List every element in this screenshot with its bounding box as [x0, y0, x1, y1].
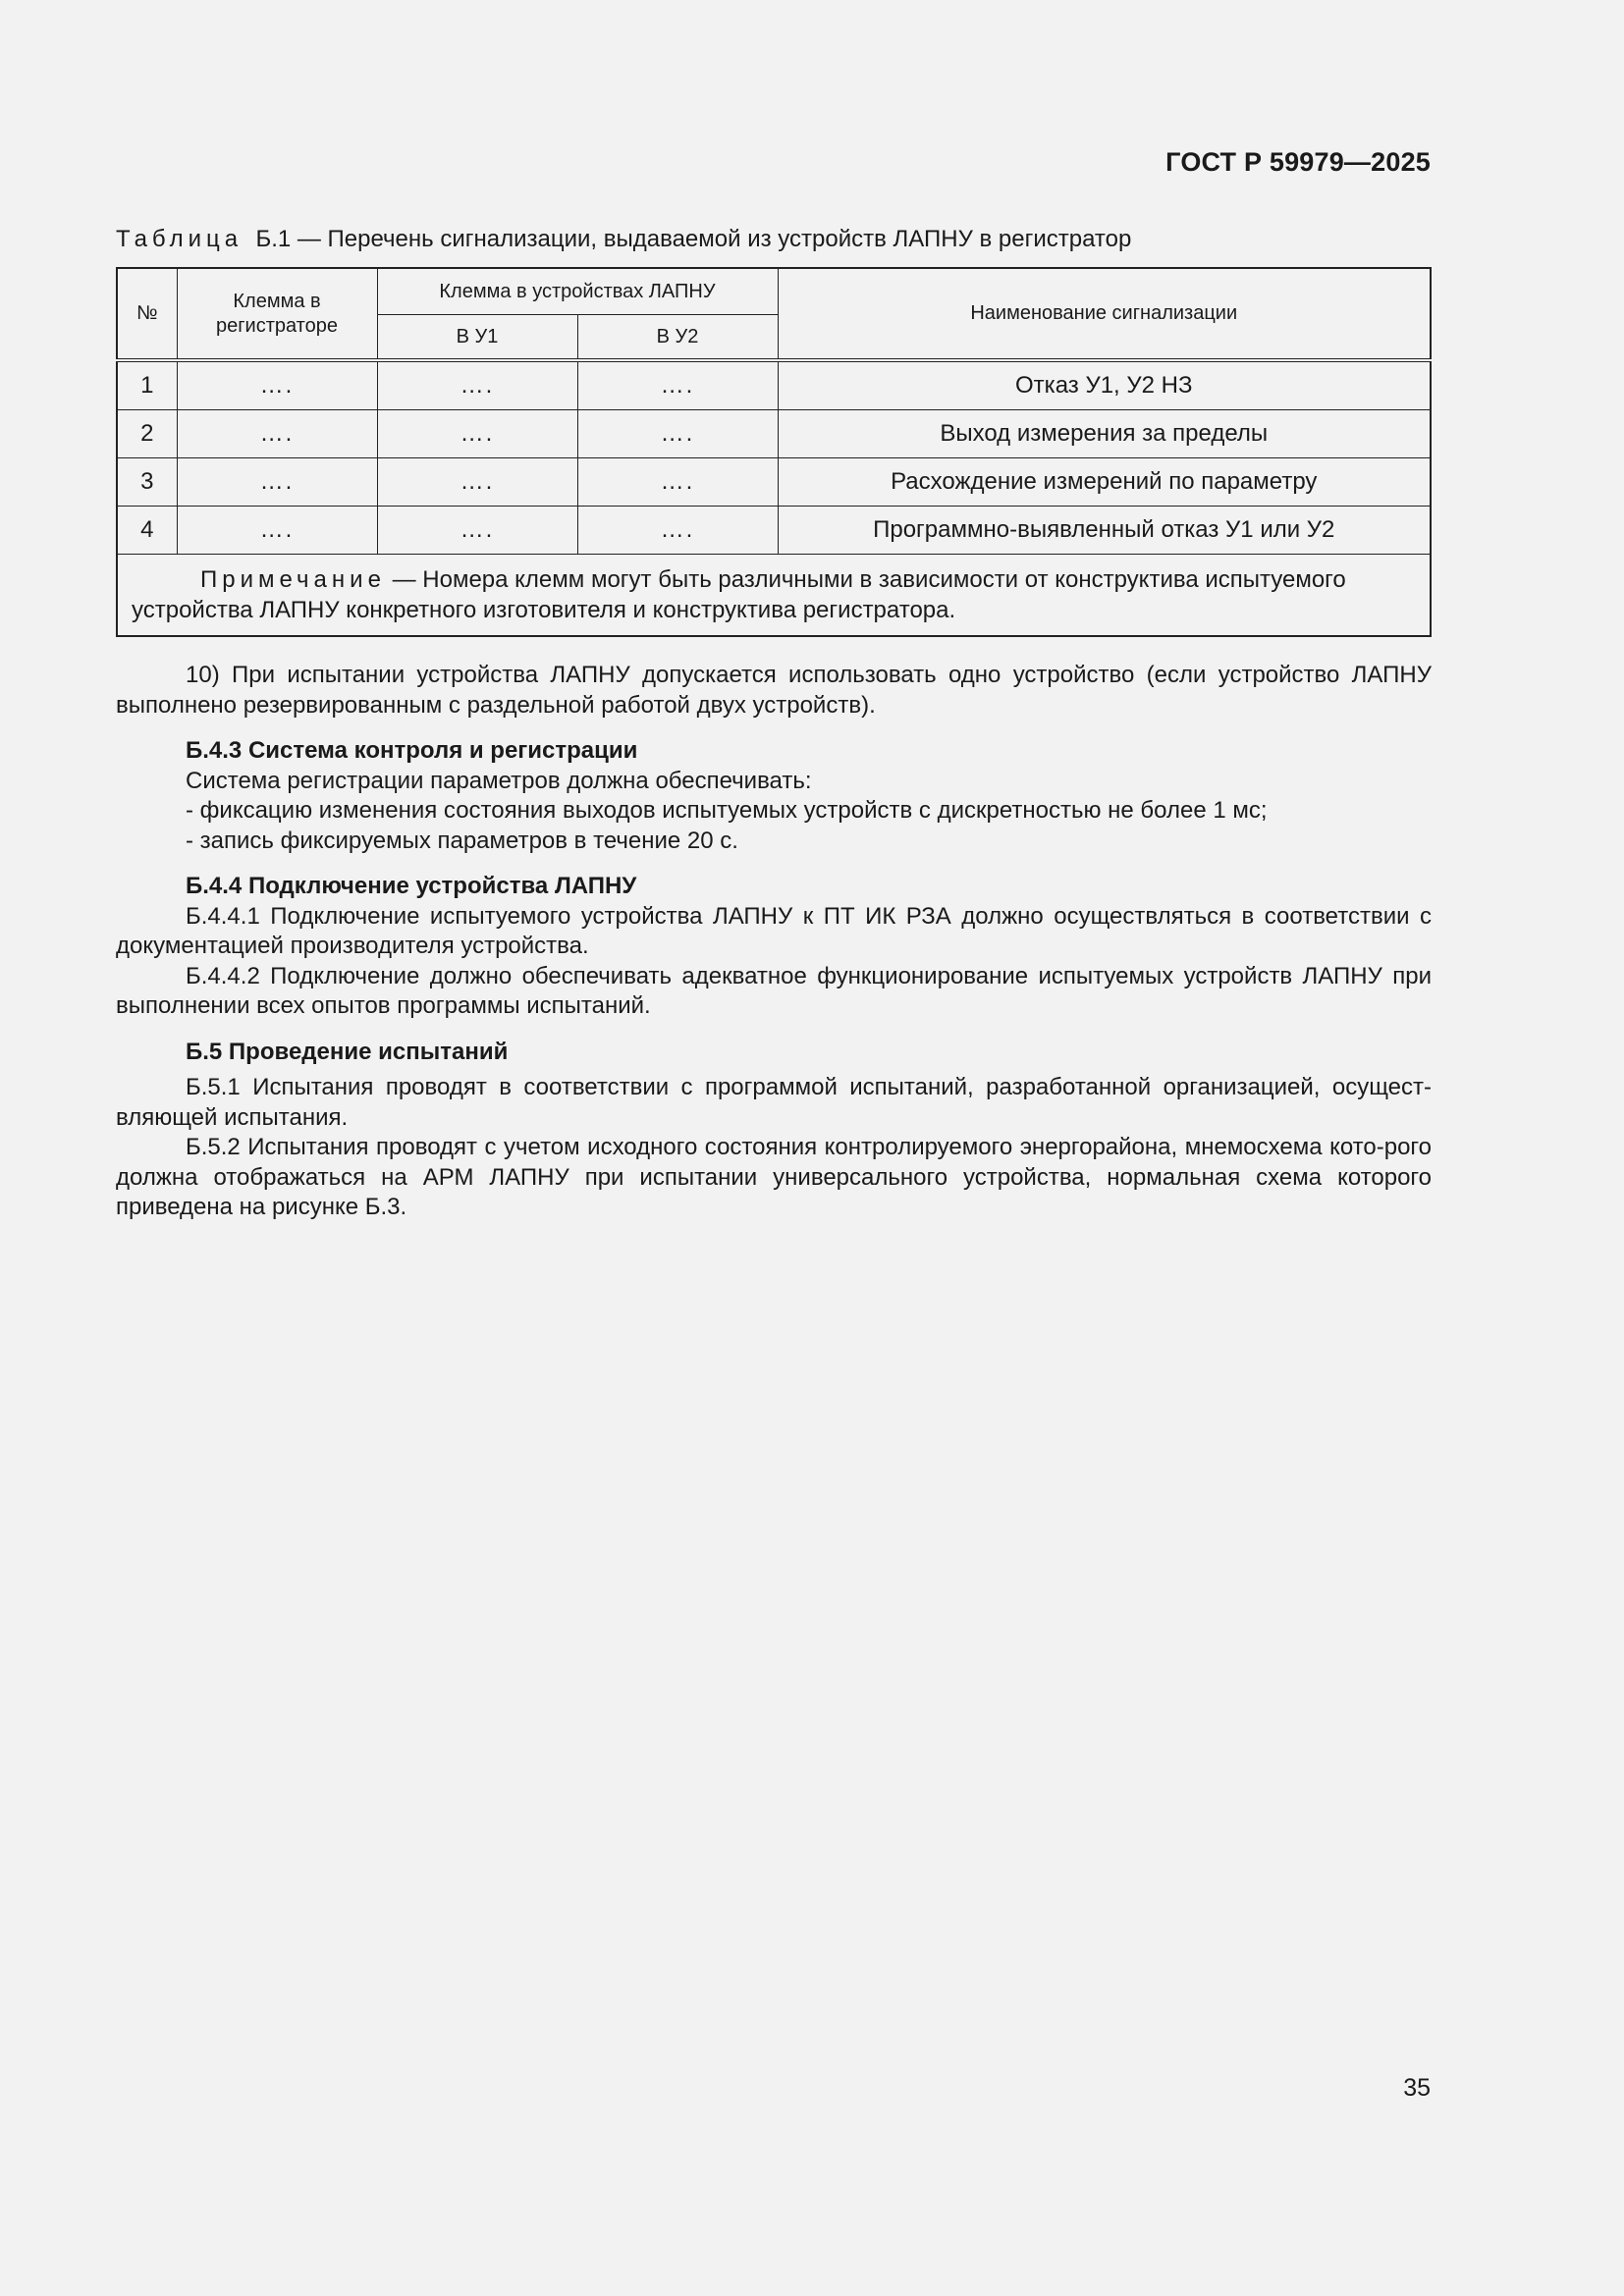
- cell-no: 4: [117, 507, 177, 555]
- table-note-row: [117, 555, 1431, 637]
- header-no: №: [117, 268, 177, 360]
- cell-no: 1: [117, 360, 177, 410]
- cell-signal-name: Программно-выявленный отказ У1 или У2: [778, 507, 1431, 555]
- body-text: [116, 661, 1432, 1223]
- cell-u1: ….: [377, 458, 577, 507]
- table-caption-word: Таблица: [116, 226, 244, 252]
- cell-u2: ….: [577, 507, 778, 555]
- cell-no: 2: [117, 410, 177, 458]
- paragraph-b441: Б.4.4.1 Подключение испытуемого устройства ЛАПНУ к ПТ ИК РЗА должно осуществляться в соответствии с документацией производителя устройства.: [116, 902, 1432, 959]
- cell-register: ….: [177, 507, 377, 555]
- note-text: — Номера клемм могут быть различными в зависимости от конструктива испытуемого устройства ЛАПНУ конкретного изготовителя и конструктива регистратора.: [132, 566, 1346, 623]
- table-row: [117, 507, 1431, 555]
- cell-u2: ….: [577, 458, 778, 507]
- header-register-terminal: Клемма в регистраторе: [177, 268, 377, 360]
- table-row: [117, 410, 1431, 458]
- heading-b43: Б.4.3 Система контроля и регистрации: [186, 737, 638, 764]
- list-item: - фиксацию изменения состояния выходов испытуемых устройств с дискретностью не более 1 мс;: [186, 797, 1268, 824]
- cell-no: 3: [117, 458, 177, 507]
- cell-register: ….: [177, 360, 377, 410]
- paragraph-10: 10) При испытании устройства ЛАПНУ допускается использовать одно устройство (если устройство ЛАПНУ выполнено резервированным с раздельной работой двух устройств).: [116, 662, 1432, 719]
- cell-u1: ….: [377, 507, 577, 555]
- header-signal-name: Наименование сигнализации: [778, 268, 1431, 360]
- table-row: [117, 360, 1431, 410]
- document-code: ГОСТ Р 59979—2025: [1165, 147, 1431, 177]
- header-u2: В У2: [577, 315, 778, 361]
- cell-register: ….: [177, 410, 377, 458]
- signal-table: [116, 267, 1432, 637]
- paragraph-b43-intro: Система регистрации параметров должна обеспечивать:: [186, 767, 812, 794]
- cell-u2: ….: [577, 360, 778, 410]
- table-row: [117, 458, 1431, 507]
- table-note: [117, 555, 1431, 637]
- header-device-terminal: Клемма в устройствах ЛАПНУ: [377, 268, 778, 315]
- table-caption: [116, 226, 1131, 253]
- heading-b44: Б.4.4 Подключение устройства ЛАПНУ: [186, 873, 637, 899]
- paragraph-b51: Б.5.1 Испытания проводят в соответствии с программой испытаний, разработанной организацией, осущест-вляющей испытания.: [116, 1074, 1432, 1131]
- cell-signal-name: Расхождение измерений по параметру: [778, 458, 1431, 507]
- cell-u1: ….: [377, 360, 577, 410]
- table-caption-text: Б.1 — Перечень сигнализации, выдаваемой из устройств ЛАПНУ в регистратор: [255, 226, 1132, 252]
- heading-b5: Б.5 Проведение испытаний: [186, 1038, 509, 1065]
- paragraph-b52: Б.5.2 Испытания проводят с учетом исходного состояния контролируемого энергорайона, мнемосхема кото-рого должна отображаться на АРМ ЛАПНУ при испытании универсального устройства, нормальная схема которого приведена на рисунке Б.3.: [116, 1134, 1432, 1220]
- note-label: Примечание: [200, 566, 386, 593]
- cell-u2: ….: [577, 410, 778, 458]
- cell-signal-name: Отказ У1, У2 НЗ: [778, 360, 1431, 410]
- header-u1: В У1: [377, 315, 577, 361]
- cell-register: ….: [177, 458, 377, 507]
- cell-u1: ….: [377, 410, 577, 458]
- paragraph-b442: Б.4.4.2 Подключение должно обеспечивать адекватное функционирование испытуемых устройств ЛАПНУ при выполнении всех опытов программы испытаний.: [116, 962, 1432, 1019]
- list-item: - запись фиксируемых параметров в течение 20 с.: [186, 827, 738, 854]
- cell-signal-name: Выход измерения за пределы: [778, 410, 1431, 458]
- page-number: 35: [1403, 2074, 1431, 2102]
